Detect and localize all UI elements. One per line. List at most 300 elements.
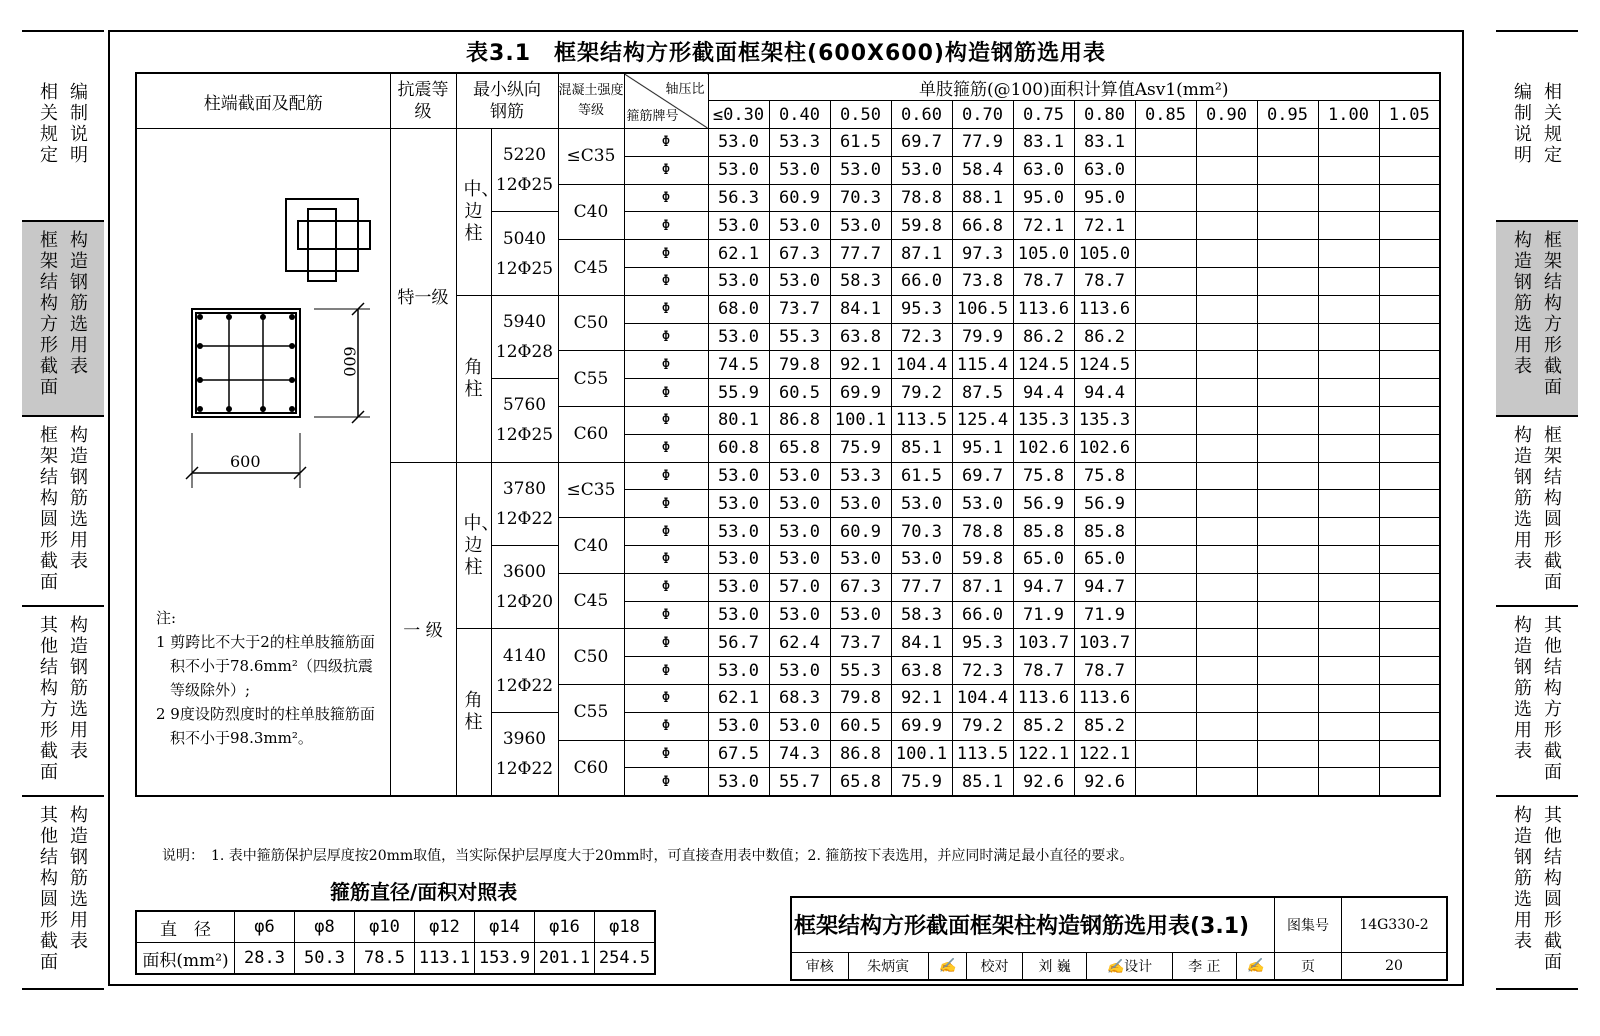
area-value-cell: 53.0	[708, 462, 769, 490]
empty-cell	[1135, 546, 1196, 574]
area-value-cell: 87.1	[891, 240, 952, 268]
area-value-cell: 103.7	[1074, 629, 1135, 657]
area-value-cell: 97.3	[952, 240, 1013, 268]
empty-cell	[1318, 268, 1379, 296]
empty-cell	[1379, 573, 1440, 601]
empty-cell	[1135, 129, 1196, 157]
empty-cell	[1257, 657, 1318, 685]
stirrup-grade-cell: Φ	[624, 323, 708, 351]
ratio-header: 0.75	[1013, 101, 1074, 129]
area-cell: 113.1	[415, 943, 475, 975]
empty-cell	[1379, 434, 1440, 462]
area-value-cell: 78.7	[1074, 268, 1135, 296]
diameter-cell: φ18	[595, 911, 656, 943]
empty-cell	[1318, 434, 1379, 462]
empty-cell	[1257, 240, 1318, 268]
empty-cell	[1318, 462, 1379, 490]
empty-cell	[1257, 518, 1318, 546]
hdr-section: 柱端截面及配筋	[136, 73, 390, 129]
area-value-cell: 60.9	[769, 184, 830, 212]
empty-cell	[1257, 295, 1318, 323]
nav-item-5[interactable]	[1496, 797, 1578, 988]
area-value-cell: 58.3	[830, 268, 891, 296]
empty-cell	[1135, 295, 1196, 323]
empty-cell	[1318, 518, 1379, 546]
empty-cell	[1379, 351, 1440, 379]
area-value-cell: 77.9	[952, 129, 1013, 157]
empty-cell	[1135, 518, 1196, 546]
empty-cell	[1379, 685, 1440, 713]
area-value-cell: 104.4	[952, 685, 1013, 713]
empty-cell	[1379, 768, 1440, 796]
area-value-cell: 72.1	[1013, 212, 1074, 240]
check-label-2: ✍设计	[1086, 952, 1172, 980]
area-value-cell: 53.0	[708, 518, 769, 546]
area-value-cell: 73.7	[830, 629, 891, 657]
empty-cell	[1196, 518, 1257, 546]
area-value-cell: 65.8	[830, 768, 891, 796]
area-value-cell: 72.3	[952, 657, 1013, 685]
area-value-cell: 92.6	[1013, 768, 1074, 796]
dim-horizontal-label: 600	[230, 452, 261, 471]
empty-cell	[1257, 184, 1318, 212]
area-value-cell: 102.6	[1074, 434, 1135, 462]
diameter-cell: φ16	[535, 911, 595, 943]
area-value-cell: 66.0	[952, 601, 1013, 629]
area-value-cell: 53.3	[769, 129, 830, 157]
nav-item-text: 框架结构方形截面	[1544, 230, 1562, 398]
position-label: 中、边柱	[463, 512, 500, 578]
area-value-cell: 63.0	[1074, 156, 1135, 184]
diameter-cell: φ8	[295, 911, 355, 943]
empty-cell	[1196, 434, 1257, 462]
empty-cell	[1257, 629, 1318, 657]
area-value-cell: 67.3	[769, 240, 830, 268]
area-value-cell: 67.5	[708, 740, 769, 768]
min-bar-count: 5940	[502, 312, 547, 333]
ratio-header: 0.90	[1196, 101, 1257, 129]
area-value-cell: 53.0	[708, 657, 769, 685]
empty-cell	[1257, 129, 1318, 157]
area-value-cell: 72.3	[891, 323, 952, 351]
section-cell	[136, 129, 390, 796]
empty-cell	[1318, 323, 1379, 351]
area-value-cell: 56.9	[1013, 490, 1074, 518]
nav-item-3[interactable]	[1496, 417, 1578, 607]
area-value-cell: 53.0	[708, 490, 769, 518]
empty-cell	[1379, 240, 1440, 268]
area-value-cell: 87.1	[952, 573, 1013, 601]
nav-item-text: 构造钢筋选用表	[70, 805, 88, 952]
area-value-cell: 53.0	[891, 546, 952, 574]
area-value-cell: 60.8	[708, 434, 769, 462]
area-value-cell: 71.9	[1013, 601, 1074, 629]
note-2: 2 9度设防烈度时的柱单肢箍筋面积不小于98.3mm²。	[156, 705, 375, 747]
min-bar-spec: 12Φ20	[495, 592, 554, 613]
empty-cell	[1318, 601, 1379, 629]
empty-cell	[1379, 407, 1440, 435]
area-value-cell: 53.0	[769, 268, 830, 296]
hdr-grade: 抗震等级	[390, 73, 456, 129]
hdr-area: 单肢箍筋(@100)面积计算值Asv1(mm²)	[708, 73, 1440, 101]
area-value-cell: 53.0	[769, 601, 830, 629]
empty-cell	[1379, 629, 1440, 657]
empty-cell	[1379, 712, 1440, 740]
empty-cell	[1257, 546, 1318, 574]
area-cell: 201.1	[535, 943, 595, 975]
design-label: 设计	[1124, 958, 1153, 975]
area-value-cell: 102.6	[1013, 434, 1074, 462]
nav-item-text: 构造钢筋选用表	[1514, 425, 1532, 572]
position-cell	[456, 462, 500, 629]
area-value-cell: 53.0	[769, 462, 830, 490]
area-row	[136, 943, 655, 975]
nav-item-4[interactable]	[1496, 607, 1578, 797]
empty-cell	[1379, 462, 1440, 490]
empty-cell	[1135, 490, 1196, 518]
empty-cell	[1379, 490, 1440, 518]
concrete-cell: ≤C35	[558, 462, 624, 518]
min-bar-cell	[491, 295, 558, 378]
area-value-cell: 85.8	[1074, 518, 1135, 546]
min-bar-spec: 12Φ22	[495, 758, 554, 779]
empty-cell	[1196, 268, 1257, 296]
empty-cell	[1257, 323, 1318, 351]
area-value-cell: 86.8	[830, 740, 891, 768]
area-value-cell: 122.1	[1013, 740, 1074, 768]
area-value-cell: 84.1	[830, 295, 891, 323]
stirrup-grade-cell: Φ	[624, 434, 708, 462]
table-row	[136, 129, 1440, 157]
empty-cell	[1318, 768, 1379, 796]
empty-cell	[1196, 407, 1257, 435]
empty-cell	[1135, 768, 1196, 796]
stirrup-grade-cell: Φ	[624, 462, 708, 490]
position-cell	[456, 295, 491, 462]
area-value-cell: 79.8	[769, 351, 830, 379]
nav-item-text: 框架结构方形截面	[40, 230, 58, 398]
page-label: 页	[1275, 952, 1342, 980]
area-value-cell: 79.2	[891, 379, 952, 407]
area-value-cell: 135.3	[1074, 407, 1135, 435]
area-value-cell: 80.1	[708, 407, 769, 435]
area-value-cell: 105.0	[1013, 240, 1074, 268]
area-value-cell: 124.5	[1074, 351, 1135, 379]
empty-cell	[1257, 712, 1318, 740]
empty-cell	[1196, 768, 1257, 796]
area-value-cell: 88.1	[952, 184, 1013, 212]
area-cell: 254.5	[595, 943, 656, 975]
area-label: 面积(mm²)	[136, 943, 235, 975]
hdr-minbar: 最小纵向钢筋	[456, 73, 558, 129]
empty-cell	[1318, 573, 1379, 601]
area-value-cell: 78.7	[1013, 268, 1074, 296]
stirrup-grade-cell: Φ	[624, 295, 708, 323]
nav-item-4[interactable]	[22, 607, 104, 797]
area-value-cell: 86.8	[769, 407, 830, 435]
area-value-cell: 62.4	[769, 629, 830, 657]
concrete-cell: C55	[558, 351, 624, 407]
min-bar-spec: 12Φ22	[495, 675, 554, 696]
ratio-header: ≤0.30	[708, 101, 769, 129]
position-label: 角柱	[464, 690, 483, 734]
area-value-cell: 68.0	[708, 295, 769, 323]
area-value-cell: 68.3	[769, 685, 830, 713]
concrete-cell: C50	[558, 295, 624, 351]
area-value-cell: 113.6	[1013, 295, 1074, 323]
area-value-cell: 69.7	[952, 462, 1013, 490]
empty-cell	[1257, 601, 1318, 629]
designer: 李 正	[1172, 952, 1236, 980]
min-bar-count: 5040	[502, 228, 547, 249]
stirrup-grade-cell: Φ	[624, 184, 708, 212]
nav-item-text: 相关规定	[1544, 82, 1562, 166]
nav-item-1[interactable]	[1496, 32, 1578, 222]
empty-cell	[1196, 490, 1257, 518]
empty-cell	[1135, 240, 1196, 268]
area-value-cell: 74.5	[708, 351, 769, 379]
min-bar-cell	[491, 712, 558, 795]
nav-item-5[interactable]	[22, 797, 104, 988]
stirrup-grade-cell: Φ	[624, 407, 708, 435]
hdr-concrete: 混凝土强度等级	[558, 73, 624, 129]
empty-cell	[1196, 184, 1257, 212]
empty-cell	[1257, 434, 1318, 462]
area-value-cell: 75.9	[891, 768, 952, 796]
empty-cell	[1135, 351, 1196, 379]
empty-cell	[1135, 685, 1196, 713]
empty-cell	[1196, 462, 1257, 490]
min-bar-spec: 12Φ28	[495, 342, 554, 363]
stirrup-grade-cell: Φ	[624, 601, 708, 629]
reviewer-signature: ✍	[928, 952, 966, 980]
area-value-cell: 85.2	[1074, 712, 1135, 740]
designer-signature: ✍	[1236, 952, 1274, 980]
area-cell: 50.3	[295, 943, 355, 975]
min-bar-count: 3780	[502, 478, 547, 499]
description: 说明： 1. 表中箍筋保护层厚度按20mm取值，当实际保护层厚度大于20mm时，可直接查用表中数值；2. 箍筋按下表选用，并应同时满足最小直径的要求。	[162, 848, 1134, 864]
area-value-cell: 60.5	[830, 712, 891, 740]
area-value-cell: 53.0	[891, 490, 952, 518]
stirrup-grade-cell: Φ	[624, 212, 708, 240]
ratio-header: 0.40	[769, 101, 830, 129]
area-value-cell: 53.0	[708, 546, 769, 574]
nav-item-2[interactable]	[1496, 222, 1578, 417]
stirrup-grade-cell: Φ	[624, 546, 708, 574]
area-value-cell: 94.4	[1074, 379, 1135, 407]
notes-title: 注:	[156, 609, 177, 627]
ratio-header: 0.85	[1135, 101, 1196, 129]
area-value-cell: 56.9	[1074, 490, 1135, 518]
empty-cell	[1196, 156, 1257, 184]
area-value-cell: 53.0	[708, 268, 769, 296]
area-value-cell: 78.7	[1074, 657, 1135, 685]
empty-cell	[1318, 657, 1379, 685]
nav-item-text: 框架结构圆形截面	[1544, 425, 1562, 593]
empty-cell	[1318, 685, 1379, 713]
area-value-cell: 74.3	[769, 740, 830, 768]
empty-cell	[1135, 657, 1196, 685]
empty-cell	[1318, 212, 1379, 240]
area-value-cell: 77.7	[830, 240, 891, 268]
empty-cell	[1135, 434, 1196, 462]
area-value-cell: 56.7	[708, 629, 769, 657]
empty-cell	[1135, 740, 1196, 768]
area-value-cell: 85.1	[952, 768, 1013, 796]
empty-cell	[1196, 657, 1257, 685]
left-nav	[22, 30, 104, 990]
empty-cell	[1318, 379, 1379, 407]
area-value-cell: 58.4	[952, 156, 1013, 184]
area-value-cell: 77.7	[891, 573, 952, 601]
area-value-cell: 53.0	[769, 156, 830, 184]
area-value-cell: 78.7	[1013, 657, 1074, 685]
ratio-header: 1.00	[1318, 101, 1379, 129]
diameter-row	[136, 911, 655, 943]
area-value-cell: 60.9	[830, 518, 891, 546]
empty-cell	[1196, 323, 1257, 351]
empty-cell	[1318, 184, 1379, 212]
area-value-cell: 65.0	[1013, 546, 1074, 574]
ratio-header: 0.80	[1074, 101, 1135, 129]
area-value-cell: 115.4	[952, 351, 1013, 379]
area-value-cell: 94.7	[1074, 573, 1135, 601]
empty-cell	[1135, 712, 1196, 740]
area-value-cell: 135.3	[1013, 407, 1074, 435]
area-value-cell: 70.3	[891, 518, 952, 546]
dim-vertical-label: 600	[339, 346, 359, 377]
nav-item-1[interactable]	[22, 32, 104, 222]
area-value-cell: 85.8	[1013, 518, 1074, 546]
area-value-cell: 55.9	[708, 379, 769, 407]
empty-cell	[1196, 379, 1257, 407]
nav-item-text: 相关规定	[40, 82, 58, 166]
area-value-cell: 75.9	[830, 434, 891, 462]
nav-item-text: 其他结构方形截面	[40, 615, 58, 783]
area-value-cell: 62.1	[708, 240, 769, 268]
area-value-cell: 53.0	[830, 546, 891, 574]
area-value-cell: 53.0	[769, 212, 830, 240]
ratio-header: 0.50	[830, 101, 891, 129]
review-label: 审核	[791, 952, 848, 980]
empty-cell	[1318, 407, 1379, 435]
atlas-number: 14G330-2	[1342, 897, 1448, 952]
min-bar-cell	[491, 379, 558, 462]
min-bar-cell	[491, 129, 558, 212]
nav-item-2[interactable]	[22, 222, 104, 417]
min-bar-cell	[491, 462, 558, 545]
area-value-cell: 124.5	[1013, 351, 1074, 379]
area-value-cell: 53.0	[769, 657, 830, 685]
checker: 刘 巍	[1023, 952, 1087, 980]
empty-cell	[1379, 212, 1440, 240]
area-value-cell: 53.0	[708, 156, 769, 184]
grade-cell: 特一级	[390, 129, 456, 463]
area-value-cell: 66.8	[952, 212, 1013, 240]
empty-cell	[1379, 657, 1440, 685]
area-value-cell: 53.0	[769, 518, 830, 546]
empty-cell	[1379, 740, 1440, 768]
empty-cell	[1196, 740, 1257, 768]
empty-cell	[1318, 712, 1379, 740]
stirrup-grade-cell: Φ	[624, 768, 708, 796]
empty-cell	[1135, 573, 1196, 601]
area-value-cell: 58.3	[891, 601, 952, 629]
area-value-cell: 87.5	[952, 379, 1013, 407]
area-value-cell: 66.0	[891, 268, 952, 296]
ratio-header: 0.60	[891, 101, 952, 129]
area-value-cell: 92.1	[891, 685, 952, 713]
nav-item-3[interactable]	[22, 417, 104, 607]
ratio-header: 0.70	[952, 101, 1013, 129]
area-value-cell: 61.5	[830, 129, 891, 157]
concrete-cell: ≤C35	[558, 129, 624, 185]
min-bar-count: 5760	[502, 395, 547, 416]
area-value-cell: 113.5	[952, 740, 1013, 768]
area-value-cell: 59.8	[891, 212, 952, 240]
drawing-name: 框架结构方形截面框架柱构造钢筋选用表(3.1)	[791, 897, 1275, 952]
empty-cell	[1379, 323, 1440, 351]
stirrup-grade-cell: Φ	[624, 518, 708, 546]
min-bar-spec: 12Φ25	[495, 425, 554, 446]
nav-item-text: 构造钢筋选用表	[1514, 230, 1532, 377]
area-value-cell: 63.8	[891, 657, 952, 685]
empty-cell	[1257, 407, 1318, 435]
area-value-cell: 83.1	[1074, 129, 1135, 157]
empty-cell	[1257, 740, 1318, 768]
empty-cell	[1379, 129, 1440, 157]
area-value-cell: 59.8	[952, 546, 1013, 574]
empty-cell	[1196, 240, 1257, 268]
area-value-cell: 53.0	[769, 546, 830, 574]
area-value-cell: 92.1	[830, 351, 891, 379]
nav-item-text: 构造钢筋选用表	[70, 615, 88, 762]
area-value-cell: 103.7	[1013, 629, 1074, 657]
stirrup-grade-cell: Φ	[624, 490, 708, 518]
area-value-cell: 65.8	[769, 434, 830, 462]
diameter-cell: φ10	[355, 911, 415, 943]
area-value-cell: 53.0	[891, 156, 952, 184]
area-cell: 153.9	[475, 943, 535, 975]
empty-cell	[1135, 268, 1196, 296]
area-value-cell: 53.0	[769, 490, 830, 518]
area-value-cell: 84.1	[891, 629, 952, 657]
empty-cell	[1257, 768, 1318, 796]
area-value-cell: 55.3	[830, 657, 891, 685]
area-value-cell: 56.3	[708, 184, 769, 212]
area-value-cell: 125.4	[952, 407, 1013, 435]
area-value-cell: 53.0	[708, 212, 769, 240]
empty-cell	[1196, 629, 1257, 657]
nav-item-text: 构造钢筋选用表	[1514, 615, 1532, 762]
grade-cell: 一 级	[390, 462, 456, 796]
area-cell: 78.5	[355, 943, 415, 975]
atlas-label: 图集号	[1275, 897, 1342, 952]
area-value-cell: 53.0	[830, 490, 891, 518]
header-row-1	[136, 73, 1440, 101]
area-value-cell: 95.0	[1074, 184, 1135, 212]
empty-cell	[1196, 712, 1257, 740]
area-value-cell: 113.6	[1074, 685, 1135, 713]
area-value-cell: 57.0	[769, 573, 830, 601]
concrete-cell: C45	[558, 240, 624, 296]
empty-cell	[1318, 129, 1379, 157]
area-value-cell: 69.9	[891, 712, 952, 740]
empty-cell	[1196, 573, 1257, 601]
hdr-diagonal	[624, 73, 708, 129]
area-value-cell: 94.7	[1013, 573, 1074, 601]
empty-cell	[1318, 740, 1379, 768]
